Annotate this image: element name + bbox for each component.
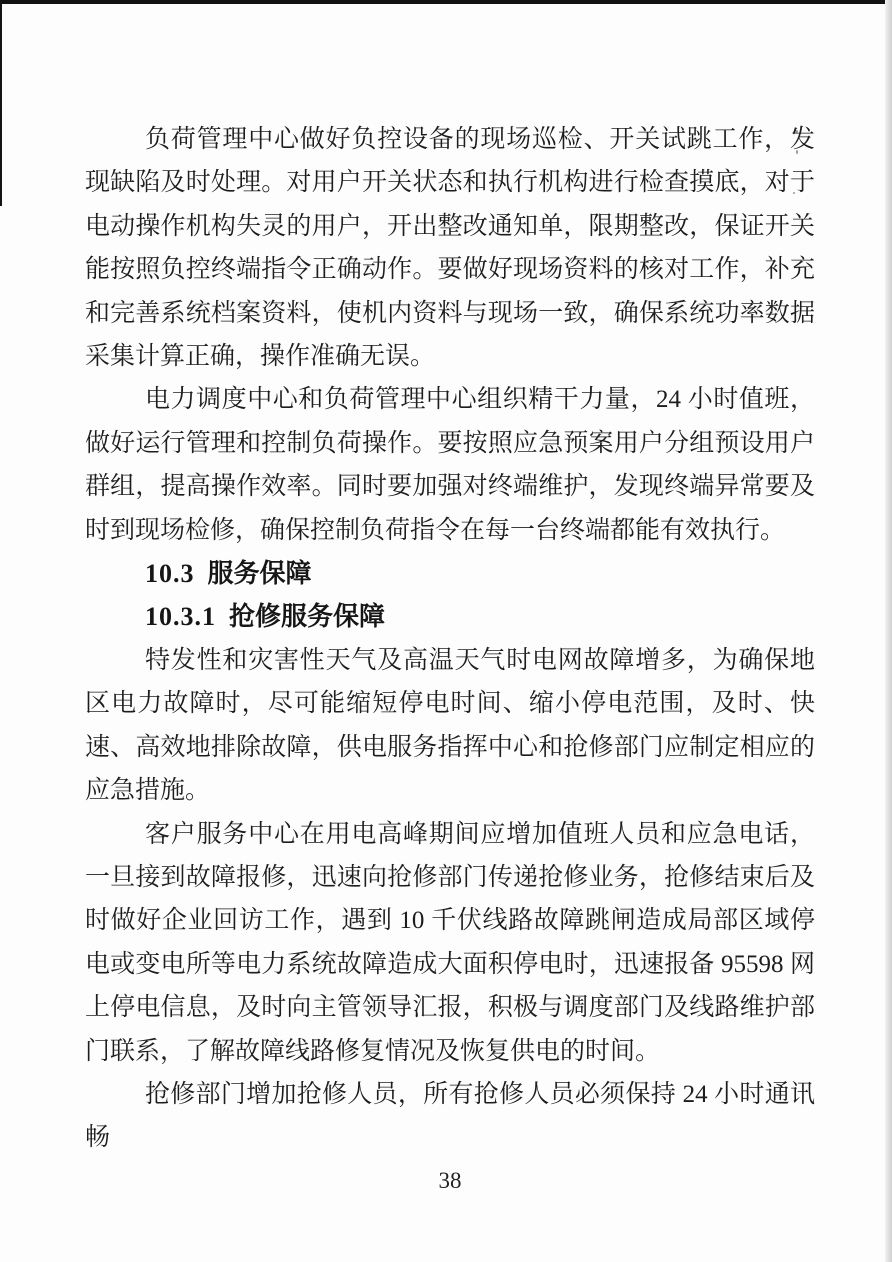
paragraph-repair-department-staffing: 抢修部门增加抢修人员，所有抢修人员必须保持 24 小时通讯畅	[85, 1080, 815, 1152]
page-content	[85, 118, 815, 1160]
subsection-title: 抢修服务保障	[229, 602, 386, 632]
subsection-number: 10.3.1	[145, 602, 216, 632]
paragraph-severe-weather-faults: 特发性和灾害性天气及高温天气时电网故障增多，为确保地区电力故障时，尽可能缩短停电时间、缩小停电范围，及时、快速、高效地排除故障，供电服务指挥中心和抢修部门应制定相应的应急措施。	[85, 646, 815, 805]
paragraph-load-management-inspection: 负荷管理中心做好负控设备的现场巡检、开关试跳工作，发现缺陷及时处理。对用户开关状态和执行机构进行检查摸底，对于电动操作机构失灵的用户，开出整改通知单，限期整改，保证开关能按照负控终端指令正确动作。要做好现场资料的核对工作，补充和完善系统档案资料，使机内资料与现场一致，确保系统功率数据采集计算正确，操作准确无误。	[85, 126, 815, 371]
paragraph-customer-service-center: 客户服务中心在用电高峰期间应增加值班人员和应急电话，一旦接到故障报修，迅速向抢修部门传递抢修业务，抢修结束后及时做好企业回访工作，遇到 10 千伏线路故障跳闸造成局部区域停电或变电所等电力系统故障造成大面积停电时，迅速报备 95598 网上停电信息，及时向主管领导汇报，积极与调度部门及线路维护部门联系，了解故障线路修复情况及恢复供电的时间。	[85, 820, 815, 1065]
page-number: 38	[438, 1168, 462, 1193]
section-heading-10-3	[85, 552, 815, 595]
scan-edge-left	[0, 0, 2, 206]
paragraph-dispatch-center-duty: 电力调度中心和负荷管理中心组织精干力量，24 小时值班，做好运行管理和控制负荷操作。要按照应急预案用户分组预设用户群组，提高操作效率。同时要加强对终端维护，发现终端异常要及时到现场检修，确保控制负荷指令在每一台终端都能有效执行。	[85, 386, 815, 544]
section-number: 10.3	[145, 559, 195, 589]
section-heading-10-3-1	[85, 595, 815, 638]
section-title: 服务保障	[207, 559, 312, 589]
scan-edge-right	[885, 0, 892, 1262]
scan-edge-top	[0, 0, 892, 4]
